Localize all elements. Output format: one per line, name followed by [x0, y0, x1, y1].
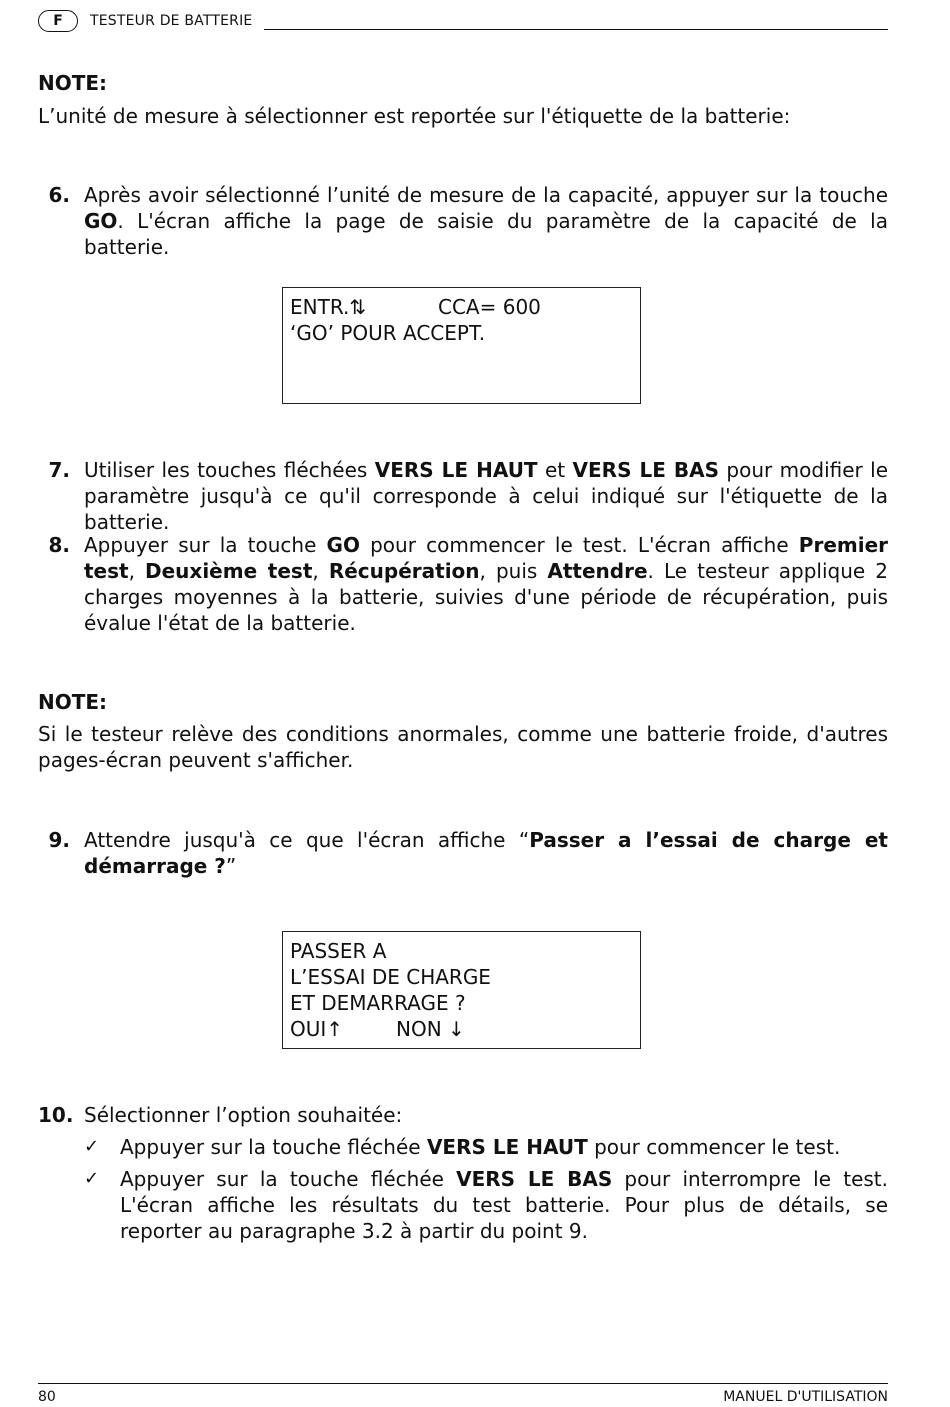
note-text: Si le testeur relève des conditions anormales, comme une batterie froide, d'autres pages-écran peuvent s'afficher.	[38, 722, 888, 772]
bullet-item	[84, 1166, 888, 1244]
lcd-option-yes: OUI↑	[290, 1017, 344, 1041]
lcd-screen-capacity	[282, 287, 641, 404]
step-number: 6.	[48, 183, 70, 207]
lcd-line	[290, 294, 633, 320]
lcd-line: ET DEMARRAGE ?	[290, 991, 466, 1015]
step-8	[38, 532, 888, 636]
step-6	[38, 182, 888, 260]
note-title: NOTE:	[38, 690, 108, 714]
checkmark-icon: ✓	[84, 1168, 100, 1189]
bullet-item	[84, 1134, 888, 1160]
footer-rule	[38, 1383, 888, 1384]
lcd-screen-crank-test	[282, 931, 641, 1049]
step-9	[38, 827, 888, 879]
checkmark-icon: ✓	[84, 1136, 100, 1157]
step-text: Attendre jusqu'à ce que l'écran affiche “Passer a l’essai de charge et démarrage ?”	[84, 828, 888, 878]
step-text: Sélectionner l’option souhaitée:	[84, 1103, 403, 1127]
step-number: 8.	[48, 533, 70, 557]
lcd-option-no: NON ↓	[396, 1017, 465, 1041]
lcd-line: PASSER A	[290, 939, 387, 963]
note-text: L’unité de mesure à sélectionner est reportée sur l'étiquette de la batterie:	[38, 104, 791, 128]
header-title: TESTEUR DE BATTERIE	[90, 13, 253, 29]
step-text: Utiliser les touches fléchées VERS LE HAUT et VERS LE BAS pour modifier le paramètre jusqu'à ce qu'il corresponde à celui indiqué sur l'étiquette de la batterie.	[84, 458, 889, 534]
bullet-text: Appuyer sur la touche fléchée VERS LE BAS pour interrompre le test. L'écran affiche les résultats du test batterie. Pour plus de détails, se reporter au paragraphe 3.2 à partir du point 9.	[120, 1167, 889, 1243]
step-text: Appuyer sur la touche GO pour commencer le test. L'écran affiche Premier test, Deuxième test, Récupération, puis Attendre. Le testeur applique 2 charges moyennes à la batterie, suivies d'une période de récupération, puis évalue l'état de la batterie.	[84, 533, 889, 635]
lcd-line	[290, 1016, 633, 1042]
lcd-label: ENTR.⇅	[290, 295, 367, 319]
language-badge: F	[38, 10, 78, 32]
step-10	[38, 1102, 888, 1128]
lcd-line: ‘GO’ POUR ACCEPT.	[290, 321, 486, 345]
page-number: 80	[38, 1389, 56, 1405]
step-number: 10.	[38, 1103, 74, 1127]
manual-title: MANUEL D'UTILISATION	[723, 1389, 888, 1405]
step-number: 7.	[48, 458, 70, 482]
header-rule	[264, 29, 888, 30]
step-text: Après avoir sélectionné l’unité de mesure de la capacité, appuyer sur la touche GO. L'écran affiche la page de saisie du paramètre de la capacité de la batterie.	[84, 183, 888, 259]
bullet-text: Appuyer sur la touche fléchée VERS LE HAUT pour commencer le test.	[120, 1135, 841, 1159]
step-7	[38, 457, 888, 535]
note-title: NOTE:	[38, 71, 108, 95]
lcd-value: CCA= 600	[438, 295, 541, 319]
lcd-line: L’ESSAI DE CHARGE	[290, 965, 491, 989]
page-header	[38, 10, 888, 36]
step-number: 9.	[48, 828, 70, 852]
